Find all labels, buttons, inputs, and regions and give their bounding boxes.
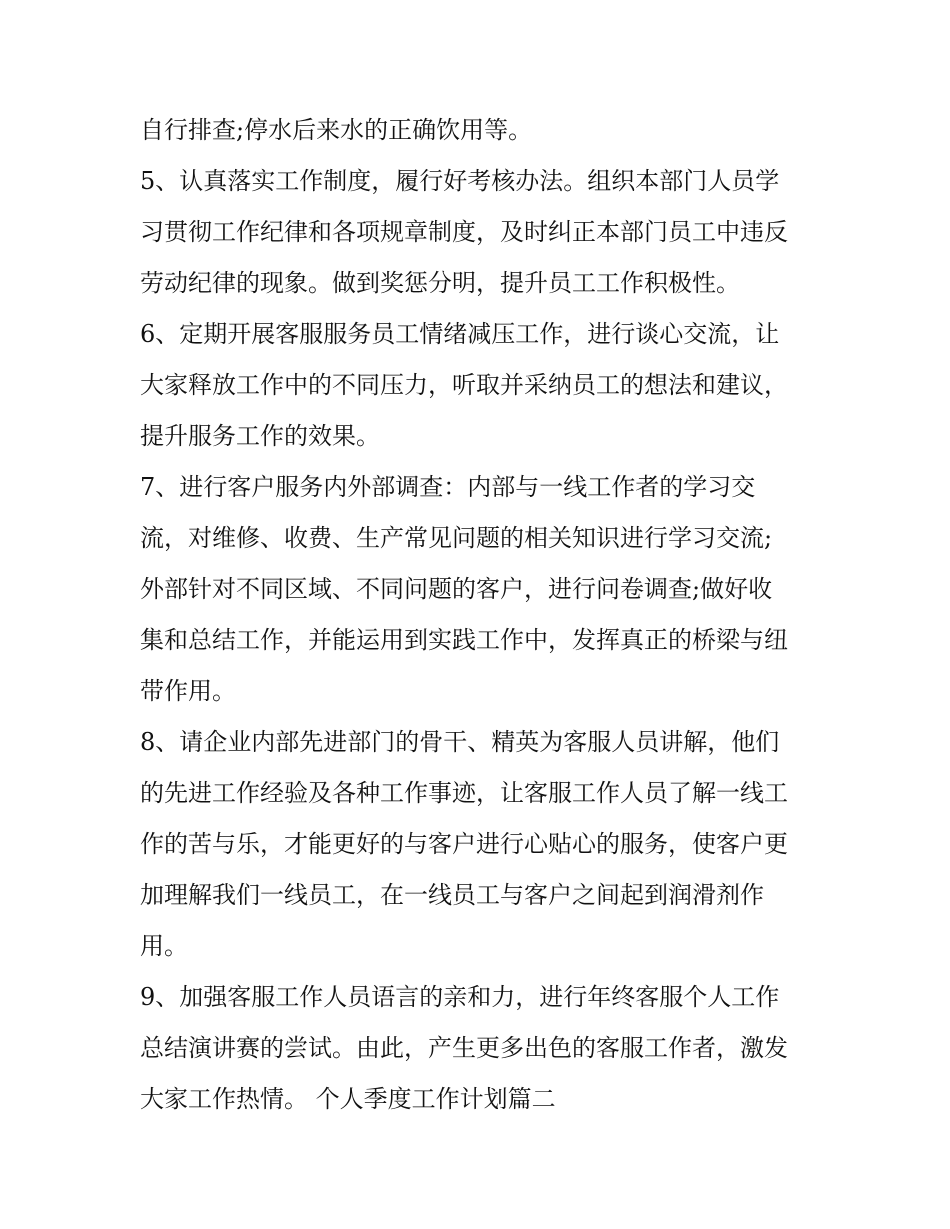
text-line: 用。 [140,932,188,960]
text-line: 作的苦与乐，才能更好的与客户进行心贴心的服务，使客户更 [140,830,788,858]
text-line: 6、定期开展客服服务员工情绪减压工作，进行谈心交流，让 [140,320,780,348]
text-line: 习贯彻工作纪律和各项规章制度，及时纠正本部门员工中违反 [140,218,788,246]
text-line: 8、请企业内部先进部门的骨干、精英为客服人员讲解，他们 [140,728,780,756]
text-line: 大家释放工作中的不同压力，听取并采纳员工的想法和建议， [140,371,788,399]
text-line: 提升服务工作的效果。 [140,422,380,450]
text-line: 加理解我们一线员工，在一线员工与客户之间起到润滑剂作 [140,881,764,909]
text-line: 大家工作热情。 个人季度工作计划篇二 [140,1085,556,1113]
text-line: 带作用。 [140,677,236,705]
text-line: 总结演讲赛的尝试。由此，产生更多出色的客服工作者，激发 [140,1034,788,1062]
text-line: 5、认真落实工作制度，履行好考核办法。组织本部门人员学 [140,167,780,195]
text-line: 集和总结工作，并能运用到实践工作中，发挥真正的桥梁与纽 [140,626,788,654]
text-line: 流，对维修、收费、生产常见问题的相关知识进行学习交流; [140,524,773,552]
text-line: 劳动纪律的现象。做到奖惩分明，提升员工工作积极性。 [140,269,740,297]
text-line: 7、进行客户服务内外部调查：内部与一线工作者的学习交 [140,473,756,501]
text-line: 的先进工作经验及各种工作事迹，让客服工作人员了解一线工 [140,779,788,807]
text-line: 自行排查;停水后来水的正确饮用等。 [140,116,533,144]
text-line: 外部针对不同区域、不同问题的客户，进行问卷调查;做好收 [140,575,773,603]
text-line: 9、加强客服工作人员语言的亲和力，进行年终客服个人工作 [140,983,780,1011]
